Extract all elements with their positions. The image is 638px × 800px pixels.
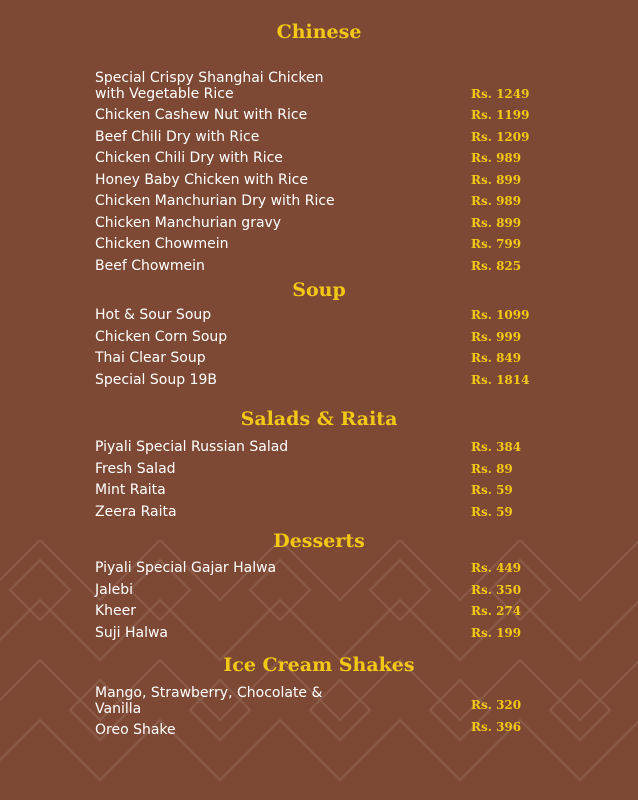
menu-item-name: Hot & Sour Soup <box>95 307 212 323</box>
menu-item-name: Mint Raita <box>95 482 166 498</box>
menu-item-name: Chicken Chowmein <box>95 236 229 252</box>
menu-item-name: Suji Halwa <box>95 625 169 641</box>
menu-item-price: Rs. 825 <box>471 259 522 273</box>
menu-item-name: Honey Baby Chicken with Rice <box>95 172 308 188</box>
menu-item-name: Special Soup 19B <box>95 372 217 388</box>
menu-item-price: Rs. 899 <box>471 216 522 230</box>
menu-item-price: Rs. 1099 <box>471 308 530 322</box>
menu-item-price: Rs. 799 <box>471 237 522 251</box>
menu-item-price: Rs. 59 <box>471 505 513 519</box>
menu-item-name: Chicken Chili Dry with Rice <box>95 150 283 166</box>
section-heading-chinese: Chinese <box>276 21 362 43</box>
menu-item-price: Rs. 449 <box>471 561 522 575</box>
menu-item-name: Chicken Cashew Nut with Rice <box>95 107 308 123</box>
menu-item-name: Beef Chowmein <box>95 258 205 274</box>
menu-item-price: Rs. 989 <box>471 151 522 165</box>
menu-item-name: Mango, Strawberry, Chocolate & Vanilla <box>95 685 323 717</box>
menu-item-name: Chicken Manchurian gravy <box>95 215 282 231</box>
menu-item-name: Fresh Salad <box>95 461 176 477</box>
menu-item-price: Rs. 899 <box>471 173 522 187</box>
section-heading-salads-raita: Salads & Raita <box>240 408 398 430</box>
menu-item-price: Rs. 999 <box>471 330 522 344</box>
menu-item-price: Rs. 1199 <box>471 108 530 122</box>
menu-item-price: Rs. 989 <box>471 194 522 208</box>
menu-item-name: Chicken Manchurian Dry with Rice <box>95 193 335 209</box>
menu-item-price: Rs. 384 <box>471 440 522 454</box>
menu-item-price: Rs. 320 <box>471 698 522 712</box>
menu-item-price: Rs. 89 <box>471 462 513 476</box>
menu-item-price: Rs. 274 <box>471 604 522 618</box>
menu-item-name: Piyali Special Gajar Halwa <box>95 560 277 576</box>
menu-item-name: Zeera Raita <box>95 504 177 520</box>
menu-item-name: Kheer <box>95 603 137 619</box>
menu-item-name: Special Crispy Shanghai Chicken with Vegetable Rice <box>95 70 324 102</box>
menu-item-price: Rs. 849 <box>471 351 522 365</box>
menu-item-name: Thai Clear Soup <box>95 350 206 366</box>
section-heading-ice-cream-shakes: Ice Cream Shakes <box>223 654 415 676</box>
menu-item-price: Rs. 1814 <box>471 373 530 387</box>
menu-item-name: Chicken Corn Soup <box>95 329 228 345</box>
menu-item-name: Oreo Shake <box>95 722 176 738</box>
menu-item-name: Beef Chili Dry with Rice <box>95 129 260 145</box>
menu-item-price: Rs. 396 <box>471 720 522 734</box>
menu-item-price: Rs. 59 <box>471 483 513 497</box>
menu-item-name: Jalebi <box>95 582 133 598</box>
menu-item-name: Piyali Special Russian Salad <box>95 439 289 455</box>
menu-item-price: Rs. 1249 <box>471 87 530 101</box>
menu-item-price: Rs. 199 <box>471 626 522 640</box>
menu-item-price: Rs. 350 <box>471 583 522 597</box>
section-heading-desserts: Desserts <box>273 530 365 552</box>
section-heading-soup: Soup <box>292 279 346 301</box>
menu-item-price: Rs. 1209 <box>471 130 530 144</box>
